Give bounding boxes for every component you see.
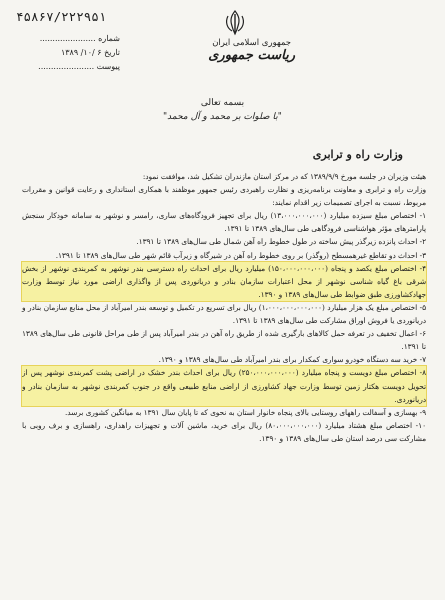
meta-number: شماره ...................... (39, 34, 120, 43)
organization-header (208, 38, 295, 63)
item-7: ۷- خرید سه دستگاه خودرو سواری کمکدار برای بندر امیرآباد طی سال‌های ۱۳۸۹ و ۱۳۹۰. (158, 355, 426, 365)
item-1: ۱- اختصاص مبلغ سیزده میلیارد (۱۳،۰۰۰،۰۰۰،۰۰۰) ریال برای تجهیز فرودگاه‌های ساری، رامسر و نوشهر به سامانه خودکار سنجش پارامترهای مؤثر هواشناسی فرودگاهی طی سال‌های ۱۳۸۹ تا ۱۳۹۱. (22, 211, 426, 234)
paragraph-intro: هیئت وزیران در جلسه مورخ ۱۳۸۹/۹/۹ که در مرکز استان مازندران تشکیل شد، موافقت نمود: (142, 172, 426, 181)
org-name: ریاست جمهوری (208, 48, 295, 63)
item-10: ۱۰- اختصاص مبلغ هشتاد میلیارد (۸۰،۰۰۰،۰۰۰،۰۰۰) ریال برای خرید، ماشین آلات و تجهیزات راهداری، راهسازی و برف روبی با مشارکت سی درصد استان طی سال‌های ۱۳۸۹ و ۱۳۹۰. (22, 420, 426, 443)
recipient-heading: وزارت راه و ترابری (312, 148, 403, 161)
decree-body (22, 170, 426, 445)
org-country: جمهوری اسلامی ایران (212, 38, 292, 48)
paragraph-instruction: وزارت راه و ترابری و معاونت برنامه‌ریزی و نظارت راهبردی رئیس جمهور موظفند با همکاری استانداری و رعایت قوانین و مقررات مربوط، نسبت به اجرای تصمیمات زیر اقدام نمایند: (22, 185, 426, 208)
item-4-highlighted: ۴- اختصاص مبلغ یکصد و پنجاه (۱۵۰،۰۰۰،۰۰۰،۰۰۰) میلیارد ریال برای احداث راه دسترسی بندر نوشهر به کمربندی نوشهر از بخش شرقی باغ گیاه شناسی نوشهر از محل اعتبارات سازمان بنادر و دریانوردی پس از واگذاری اراضی مورد نیاز توسط وزارت جهادکشاورزی طبق ضوابط طی سال‌های ۱۳۸۹ و ۱۳۹۰. (22, 262, 426, 301)
meta-date: تاریخ ۶ /۱۰/ ۱۳۸۹ (60, 48, 120, 57)
item-5: ۵- اختصاص مبلغ یک هزار میلیارد (۱،۰۰۰،۰۰۰،۰۰۰،۰۰۰) ریال برای تسریع در تکمیل و توسعه بندر امیرآباد از محل منابع سازمان بنادر و دریانوردی یا فروش اوراق مشارکت طی سال‌های ۱۳۸۹ تا ۱۳۹۱. (22, 302, 426, 326)
item-8-highlighted: ۸- اختصاص مبلغ دویست و پنجاه میلیارد (۲۵۰،۰۰۰،۰۰۰،۰۰۰) ریال برای احداث بندر خشک در اراضی پشت کمربندی نوشهر پس از تحویل دویست هکتار زمین توسط وزارت جهاد کشاورزی از اراضی منابع طبیعی واقع در جنوب کمربندی نوشهر به سازمان بنادر و دریانوردی. (22, 366, 426, 405)
item-6: ۶- اعمال تخفیف در تعرفه حمل کالاهای بارگیری شده از طریق راه آهن در بندر امیرآباد پس از طی مراحل قانونی طی سال‌های ۱۳۸۹ تا ۱۳۹۱. (22, 329, 426, 352)
iran-emblem-icon (220, 8, 250, 38)
meta-attachment: پیوست ...................... (38, 62, 120, 71)
letter-number: ۴۵۸۶۷/۲۲۲۹۵۱ (16, 9, 107, 24)
basmala: بسمه تعالی (200, 98, 245, 108)
salawat: "با صلوات بر محمد و آل محمد" (163, 112, 282, 122)
item-3: ۳- احداث دو تقاطع غیرهمسطح (روگذر) بر روی خطوط راه آهن در شیرگاه و زیرآب قائم شهر طی سال‌های ۱۳۸۹ تا ۱۳۹۱. (55, 250, 426, 260)
item-9: ۹- بهسازی و آسفالت راههای روستایی بالای پنجاه خانوار استان به نحوی که تا پایان سال ۱۳۹۱ به میانگین کشوری برسد. (64, 407, 426, 417)
letter-meta (15, 32, 120, 74)
item-2: ۲- احداث پانزده زیرگذر پیش ساخته در طول خطوط راه آهن شمال طی سال‌های ۱۳۸۹ تا ۱۳۹۱. (136, 237, 426, 247)
